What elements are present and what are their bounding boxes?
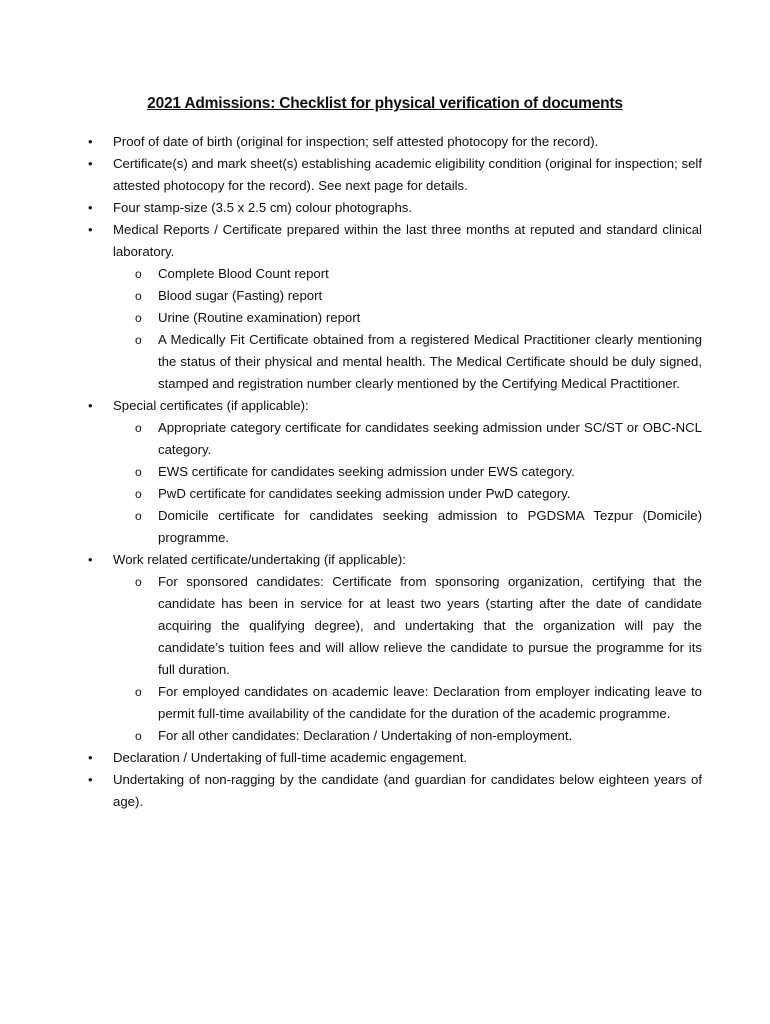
- bullet-icon: •: [88, 222, 93, 237]
- sub-list-item: [113, 263, 702, 285]
- sub-list-item: [113, 681, 702, 725]
- sub-list-item-text: Appropriate category certificate for candidates seeking admission under SC/ST or OBC-NCL category.: [158, 420, 702, 457]
- sub-list-item-text: For all other candidates: Declaration / Undertaking of non-employment.: [158, 728, 573, 743]
- sub-list-item-text: EWS certificate for candidates seeking admission under EWS category.: [158, 464, 575, 479]
- checklist: [0, 131, 770, 813]
- sub-list-item-text: For sponsored candidates: Certificate from sponsoring organization, certifying that the candidate has been in service for at least two years (starting after the date of candidate acquiring the qualifying degree), and undertaking that the organization will pay the candidate’s tuition fees and will allow relieve the candidate to pursue the programme for its full duration.: [158, 574, 702, 677]
- circle-bullet-icon: o: [135, 267, 142, 281]
- sub-list: [113, 417, 702, 549]
- checklist-item-text: Declaration / Undertaking of full-time academic engagement.: [113, 750, 468, 765]
- circle-bullet-icon: o: [135, 685, 142, 699]
- sub-list-item-text: Urine (Routine examination) report: [158, 310, 361, 325]
- sub-list-item: [113, 329, 702, 395]
- checklist-item: [0, 219, 770, 395]
- checklist-item-text: Four stamp-size (3.5 x 2.5 cm) colour photographs.: [113, 200, 413, 215]
- circle-bullet-icon: o: [135, 509, 142, 523]
- circle-bullet-icon: o: [135, 289, 142, 303]
- sub-list: [113, 571, 702, 747]
- bullet-icon: •: [88, 200, 93, 215]
- bullet-icon: •: [88, 772, 93, 787]
- checklist-item: [0, 131, 770, 153]
- sub-list-item-text: For employed candidates on academic leave: Declaration from employer indicating leave to permit full-time availability of the candidate for the duration of the academic programme.: [158, 684, 702, 721]
- circle-bullet-icon: o: [135, 465, 142, 479]
- sub-list-item-text: Blood sugar (Fasting) report: [158, 288, 323, 303]
- sub-list-item: [113, 505, 702, 549]
- bullet-icon: •: [88, 134, 93, 149]
- page-title: 2021 Admissions: Checklist for physical verification of documents: [147, 95, 623, 112]
- checklist-item: [0, 747, 770, 769]
- sub-list-item-text: PwD certificate for candidates seeking admission under PwD category.: [158, 486, 571, 501]
- checklist-item-text: Proof of date of birth (original for inspection; self attested photocopy for the record).: [113, 134, 599, 149]
- circle-bullet-icon: o: [135, 575, 142, 589]
- sub-list-item: [113, 571, 702, 681]
- sub-list-item-text: A Medically Fit Certificate obtained from a registered Medical Practitioner clearly mentioning the status of their physical and mental health. The Medical Certificate should be duly signed, stamped and registration number clearly mentioned by the Certifying Medical Practitioner.: [158, 332, 702, 391]
- bullet-icon: •: [88, 398, 93, 413]
- circle-bullet-icon: o: [135, 487, 142, 501]
- bullet-icon: •: [88, 156, 93, 171]
- checklist-item: [0, 153, 770, 197]
- circle-bullet-icon: o: [135, 311, 142, 325]
- checklist-item-text: Special certificates (if applicable):: [113, 398, 309, 413]
- circle-bullet-icon: o: [135, 333, 142, 347]
- sub-list-item-text: Domicile certificate for candidates seeking admission to PGDSMA Tezpur (Domicile) programme.: [158, 508, 702, 545]
- sub-list-item: [113, 483, 702, 505]
- checklist-item-text: Medical Reports / Certificate prepared within the last three months at reputed and standard clinical laboratory.: [113, 222, 702, 259]
- sub-list-item: [113, 461, 702, 483]
- sub-list-item-text: Complete Blood Count report: [158, 266, 329, 281]
- bullet-icon: •: [88, 750, 93, 765]
- checklist-item: [0, 197, 770, 219]
- bullet-icon: •: [88, 552, 93, 567]
- sub-list-item: [113, 417, 702, 461]
- checklist-item-text: Certificate(s) and mark sheet(s) establishing academic eligibility condition (original for inspection; self attested photocopy for the record). See next page for details.: [113, 156, 702, 193]
- sub-list: [113, 263, 702, 395]
- checklist-item-text: Undertaking of non-ragging by the candidate (and guardian for candidates below eighteen years of age).: [113, 772, 702, 809]
- checklist-item-text: Work related certificate/undertaking (if applicable):: [113, 552, 406, 567]
- checklist-item: [0, 769, 770, 813]
- sub-list-item: [113, 725, 702, 747]
- circle-bullet-icon: o: [135, 729, 142, 743]
- circle-bullet-icon: o: [135, 421, 142, 435]
- sub-list-item: [113, 307, 702, 329]
- sub-list-item: [113, 285, 702, 307]
- checklist-item: [0, 549, 770, 747]
- checklist-item: [0, 395, 770, 549]
